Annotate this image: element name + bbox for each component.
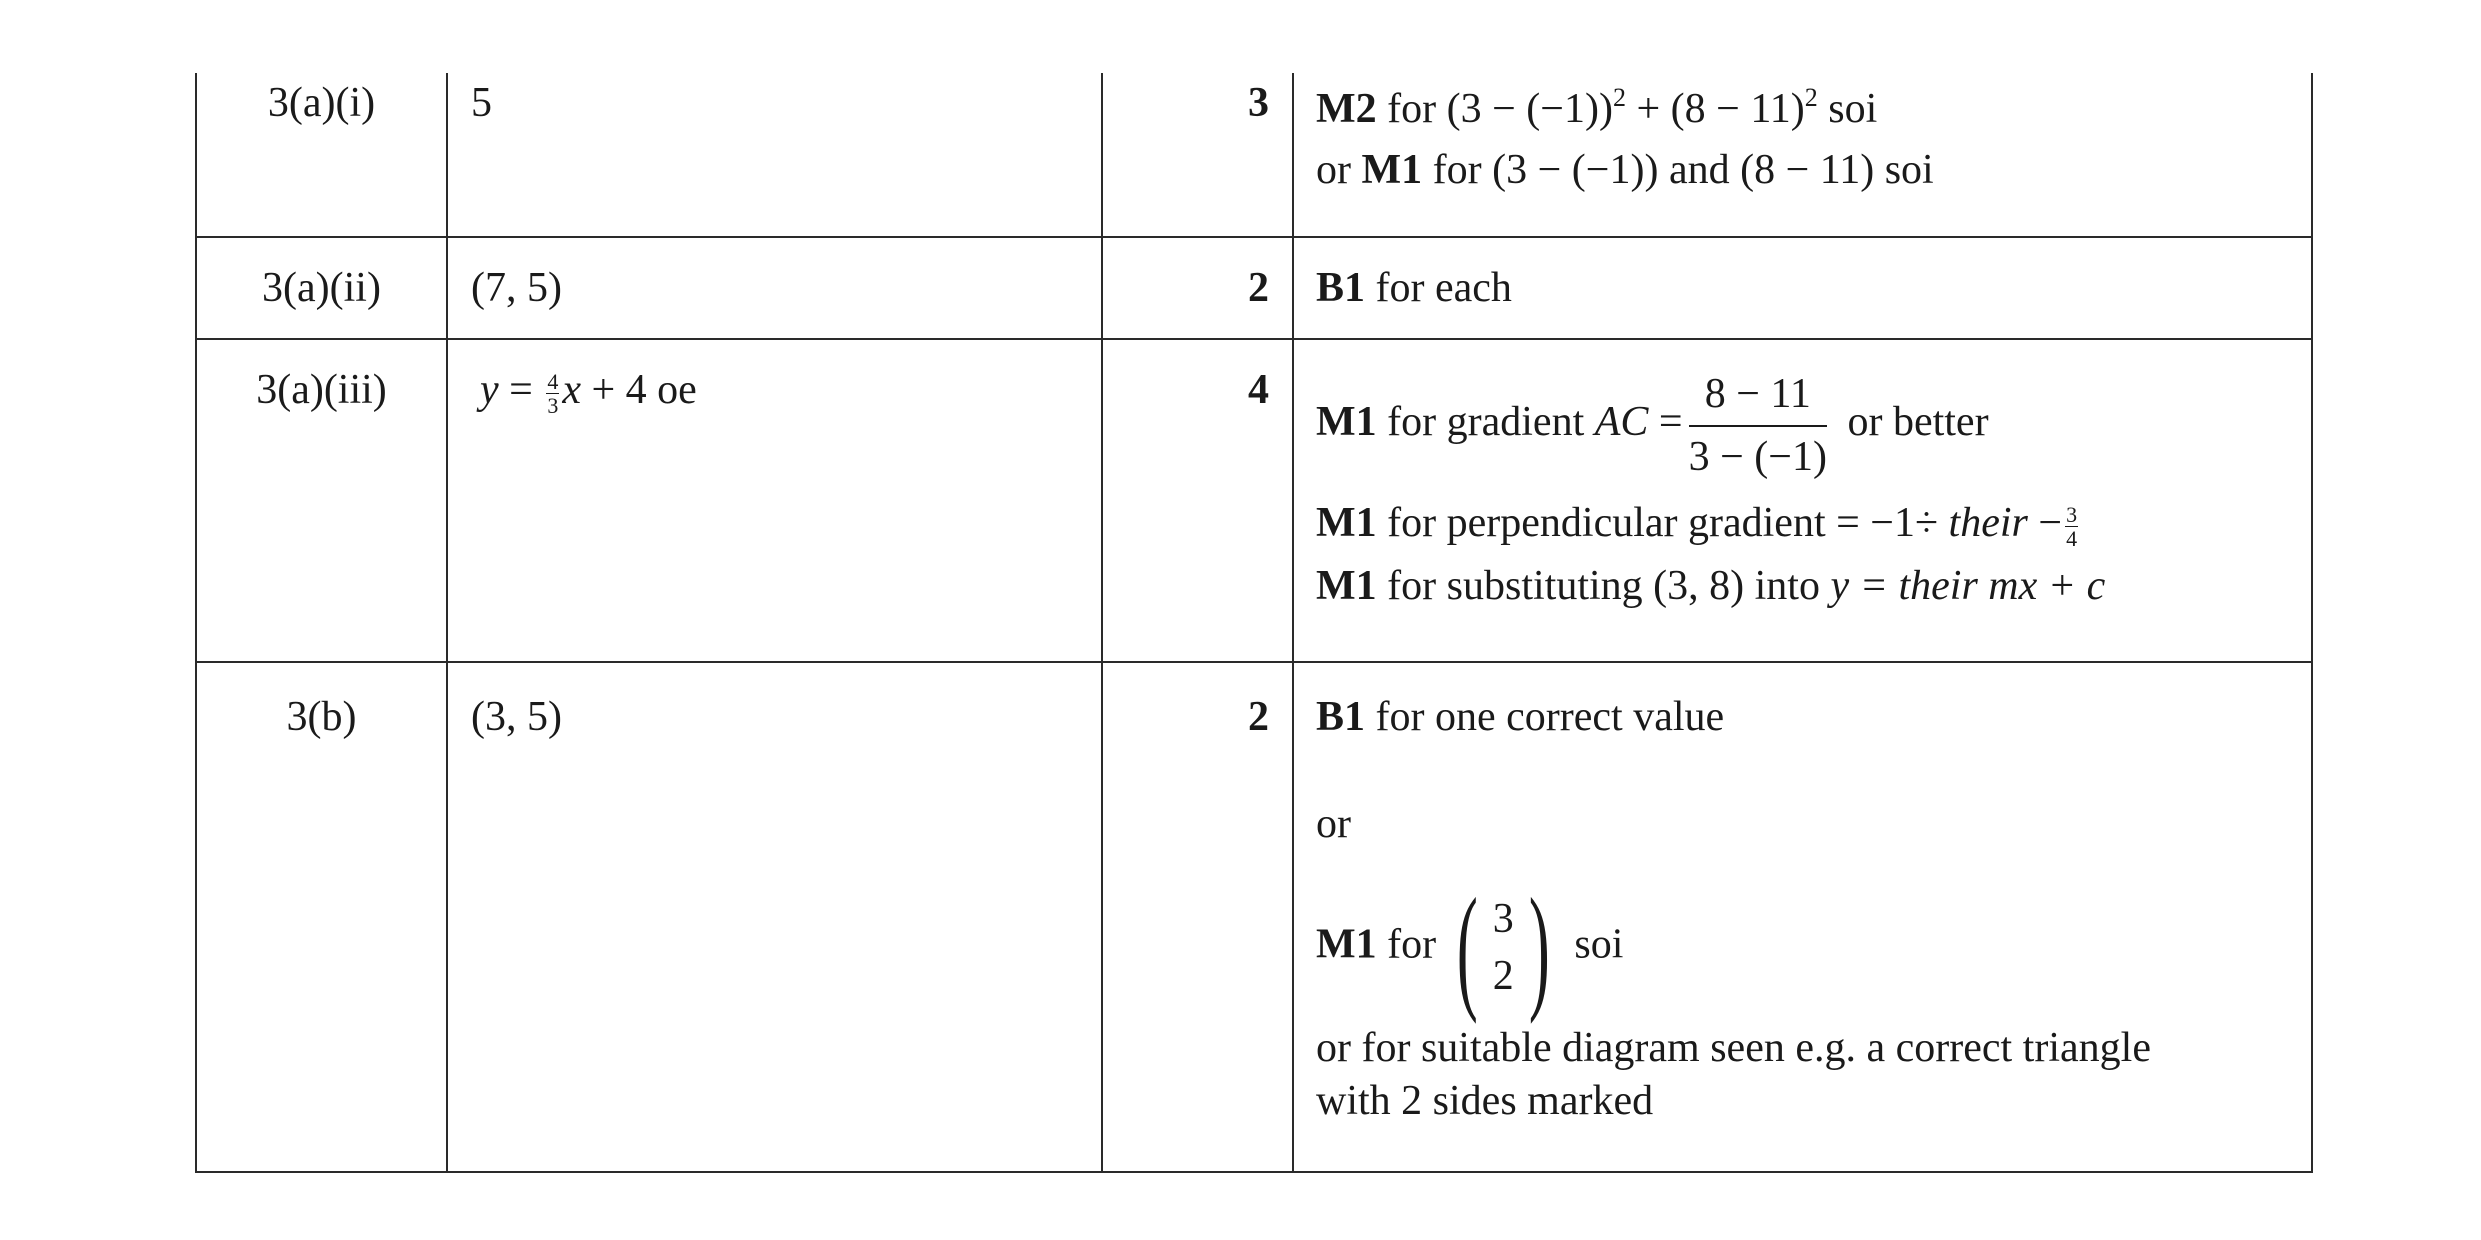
marks-cell: 3	[1102, 73, 1293, 237]
mark-code: M1	[1316, 562, 1377, 609]
table-row	[196, 339, 2312, 662]
mark-scheme-table	[195, 73, 2313, 1173]
answer-cell	[447, 339, 1102, 662]
fraction-denominator: 4	[2066, 525, 2078, 551]
guidance-text: soi	[1574, 921, 1624, 968]
guidance-text: for each	[1365, 265, 1512, 311]
mark-code: B1	[1316, 265, 1366, 311]
table-row	[196, 73, 2312, 237]
fraction	[546, 370, 559, 417]
guidance-text: for one correct value	[1365, 694, 1725, 740]
guidance-line	[1316, 368, 2301, 483]
mark-code: M1	[1316, 399, 1377, 446]
fraction-denominator: 3 − (−1)	[1688, 433, 1827, 480]
mark-code: M1	[1361, 146, 1423, 193]
column-vector	[1444, 870, 1562, 1025]
right-paren: )	[1528, 870, 1550, 1025]
question-cell: 3(a)(iii)	[196, 339, 447, 662]
exponent: 2	[1612, 83, 1626, 112]
marks-cell: 2	[1102, 662, 1293, 1172]
equals-sign: =	[498, 367, 544, 413]
guidance-text: + (8 − 11)	[1625, 86, 1805, 132]
guidance-line	[1316, 144, 2301, 197]
guidance-text: or better	[1836, 399, 1989, 446]
guidance-cell	[1293, 662, 2312, 1172]
table-row	[196, 237, 2312, 339]
mark-code: M1	[1316, 500, 1377, 546]
variable-y: y	[480, 367, 499, 413]
guidance-cell	[1293, 237, 2312, 339]
guidance-line	[1316, 691, 2301, 744]
answer-cell: (3, 5)	[447, 662, 1102, 1172]
mark-code: M2	[1316, 86, 1377, 132]
fraction-denominator: 3	[547, 392, 559, 418]
answer-cell: 5	[447, 73, 1102, 237]
guidance-text: for (3 − (−1)) and (8 − 11) soi	[1422, 146, 1934, 193]
fraction-numerator: 4	[547, 368, 559, 394]
equals-sign: =	[1648, 399, 1683, 446]
question-cell: 3(a)(ii)	[196, 237, 447, 339]
guidance-text: for (3 − (−1))	[1376, 86, 1613, 132]
guidance-text: for substituting (3, 8) into	[1376, 562, 1831, 609]
guidance-line: or	[1316, 800, 1351, 847]
question-cell: 3(a)(i)	[196, 73, 447, 237]
guidance-line	[1316, 497, 2301, 550]
their-word: their	[1948, 500, 2028, 546]
guidance-line	[1316, 560, 2301, 613]
guidance-text: soi	[1817, 86, 1878, 132]
segment-ac: AC	[1594, 399, 1649, 446]
mark-code: M1	[1316, 921, 1377, 968]
guidance-text: or	[1316, 146, 1362, 193]
answer-rest: + 4 oe	[581, 367, 697, 413]
line-equation: y = their mx + c	[1830, 562, 2106, 609]
minus-sign: −	[2027, 500, 2063, 546]
answer-equation	[480, 367, 697, 418]
left-paren: (	[1456, 870, 1478, 1025]
vector-top: 3	[1492, 896, 1514, 943]
fraction	[2065, 503, 2078, 550]
guidance-cell	[1293, 73, 2312, 237]
vector-bottom: 2	[1492, 953, 1514, 999]
fraction	[1689, 368, 1827, 483]
answer-cell: (7, 5)	[447, 237, 1102, 339]
guidance-text: for	[1376, 921, 1437, 968]
guidance-cell	[1293, 339, 2312, 662]
table-row	[196, 662, 2312, 1172]
guidance-line: with 2 sides marked	[1316, 1077, 1654, 1124]
vector-entries	[1491, 891, 1516, 1004]
guidance-line	[1316, 870, 2301, 1025]
mark-code: B1	[1316, 694, 1366, 740]
guidance-text: for gradient	[1376, 399, 1595, 446]
variable-x: x	[562, 367, 581, 413]
fraction-numerator: 3	[2066, 501, 2078, 527]
guidance-text: for perpendicular gradient = −1÷	[1376, 500, 1949, 546]
marks-cell: 4	[1102, 339, 1293, 662]
marks-cell: 2	[1102, 237, 1293, 339]
guidance-line: or for suitable diagram seen e.g. a correct triangle	[1316, 1025, 2151, 1071]
fraction-numerator: 8 − 11	[1689, 368, 1827, 427]
guidance-line	[1316, 83, 2301, 136]
question-cell: 3(b)	[196, 662, 447, 1172]
exponent: 2	[1804, 83, 1818, 112]
